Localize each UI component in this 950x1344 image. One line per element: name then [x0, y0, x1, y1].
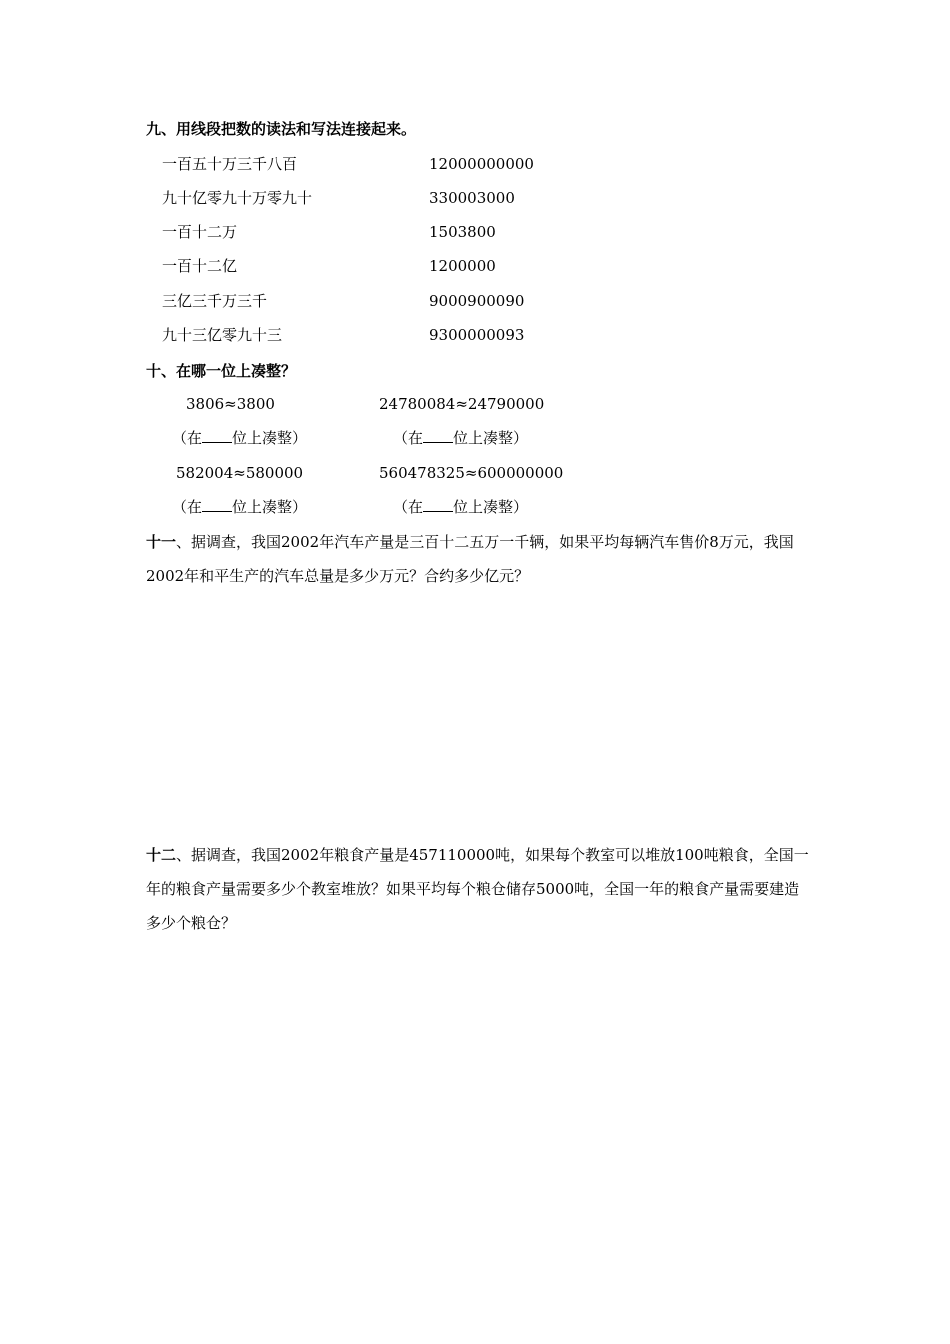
rounding-answer-2: [393, 428, 528, 448]
number-2: 330003000: [429, 189, 515, 207]
answer-blank-2[interactable]: [423, 428, 453, 443]
section-12-number: 十二: [146, 846, 177, 864]
section-11-text: 、据调查，我国2002年汽车产量是三百十二五万一千辆，如果平均每辆汽车售价8万元，我国2002年和平生产的汽车总量是多少万元？合约多少亿元？: [146, 533, 794, 585]
section-12-problem: [146, 838, 814, 940]
section-10-heading: 十、在哪一位上凑整？: [146, 362, 297, 380]
number-3: 1503800: [429, 223, 496, 241]
number-1: 12000000000: [429, 155, 534, 173]
section-11-problem: [146, 525, 814, 593]
reading-4: 一百十二亿: [162, 257, 238, 275]
answer-suffix: 位上凑整）: [232, 429, 308, 447]
number-6: 9300000093: [429, 326, 525, 344]
number-5: 9000900090: [429, 292, 525, 310]
answer-blank-3[interactable]: [202, 497, 232, 512]
rounding-answer-4: [393, 497, 528, 517]
answer-prefix: （在: [393, 498, 424, 516]
rounding-answer-3: [172, 497, 307, 517]
answer-suffix: 位上凑整）: [453, 429, 529, 447]
number-4: 1200000: [429, 257, 496, 275]
rounding-expr-4: 560478325≈600000000: [379, 464, 564, 482]
answer-suffix: 位上凑整）: [453, 498, 529, 516]
rounding-expr-2: 24780084≈24790000: [379, 395, 545, 413]
answer-blank-1[interactable]: [202, 428, 232, 443]
rounding-answer-1: [172, 428, 307, 448]
reading-6: 九十三亿零九十三: [162, 326, 283, 344]
answer-suffix: 位上凑整）: [232, 498, 308, 516]
rounding-expr-1: 3806≈3800: [186, 395, 275, 413]
reading-3: 一百十二万: [162, 223, 238, 241]
reading-1: 一百五十万三千八百: [162, 155, 298, 173]
rounding-expr-3: 582004≈580000: [176, 464, 304, 482]
answer-prefix: （在: [393, 429, 424, 447]
answer-prefix: （在: [172, 429, 203, 447]
section-9-heading: 九、用线段把数的读法和写法连接起来。: [146, 120, 417, 138]
answer-prefix: （在: [172, 498, 203, 516]
answer-blank-4[interactable]: [423, 497, 453, 512]
section-11-number: 十一: [146, 533, 177, 551]
reading-2: 九十亿零九十万零九十: [162, 189, 313, 207]
reading-5: 三亿三千万三千: [162, 292, 268, 310]
section-12-text: 、据调查，我国2002年粮食产量是457110000吨，如果每个教室可以堆放100吨粮食，全国一年的粮食产量需要多少个教室堆放？如果平均每个粮仓储存5000吨，全国一年的粮食产量需要建造多少个粮仓？: [146, 846, 809, 932]
